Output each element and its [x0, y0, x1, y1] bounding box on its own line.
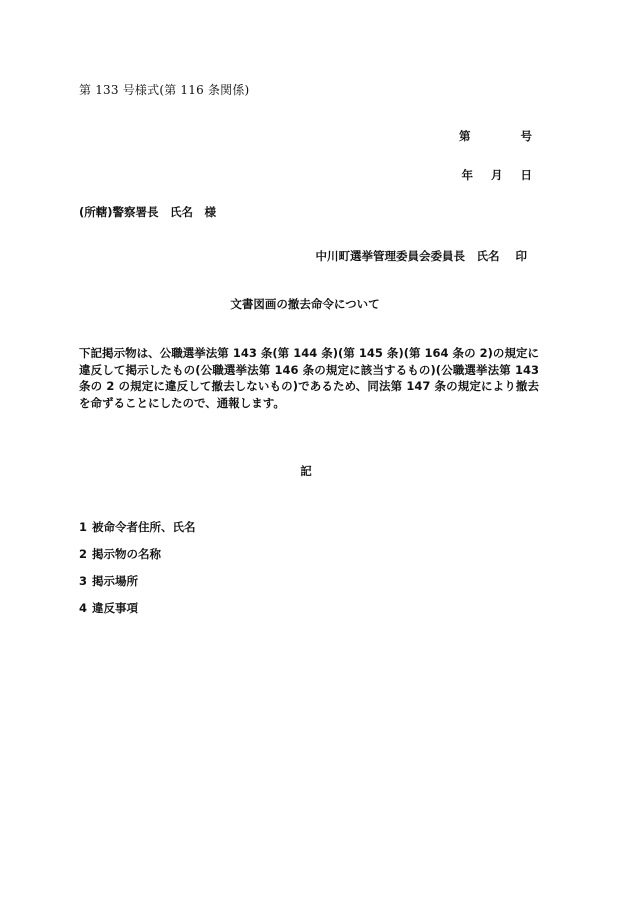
document-title: 文書図画の撤去命令について	[230, 297, 380, 311]
item-label: 掲示場所	[92, 574, 138, 588]
document-number-line	[459, 128, 532, 144]
item-number: 4	[79, 601, 88, 615]
date-line	[462, 167, 533, 183]
item-label: 掲示物の名称	[92, 547, 161, 561]
list-item	[79, 600, 196, 627]
body-paragraph: 下記掲示物は、公職選挙法第 143 条(第 144 条)(第 145 条)(第 164 条の 2)の規定に違反して掲示したもの(公職選挙法第 146 条の規定に該当するもの)(公職選挙法第 143 条の 2 の規定に違反して撤去しないもの)であるため、同法第 147 条の規定により撤去を命ずることにしたので、通報します。	[79, 346, 539, 410]
doc-number-suffix: 号	[520, 129, 532, 143]
item-number: 2	[79, 547, 88, 561]
addressee: (所轄)警察署長 氏名 様	[79, 205, 217, 219]
item-number: 3	[79, 574, 88, 588]
date-day: 日	[520, 168, 532, 182]
form-number: 第 133 号様式(第 116 条関係)	[79, 83, 250, 97]
date-month: 月	[491, 168, 503, 182]
item-label: 違反事項	[92, 601, 138, 615]
item-number: 1	[79, 520, 88, 534]
doc-number-prefix: 第	[459, 129, 471, 143]
sender-title: 中川町選挙管理委員会委員長 氏名	[315, 249, 500, 263]
date-year: 年	[461, 168, 473, 182]
list-item	[79, 573, 196, 600]
seal-mark: 印	[515, 249, 527, 263]
item-list	[79, 519, 196, 627]
item-label: 被命令者住所、氏名	[92, 520, 196, 534]
ki-heading: 記	[300, 464, 312, 478]
list-item	[79, 546, 196, 573]
sender-line	[316, 248, 528, 264]
list-item	[79, 519, 196, 546]
